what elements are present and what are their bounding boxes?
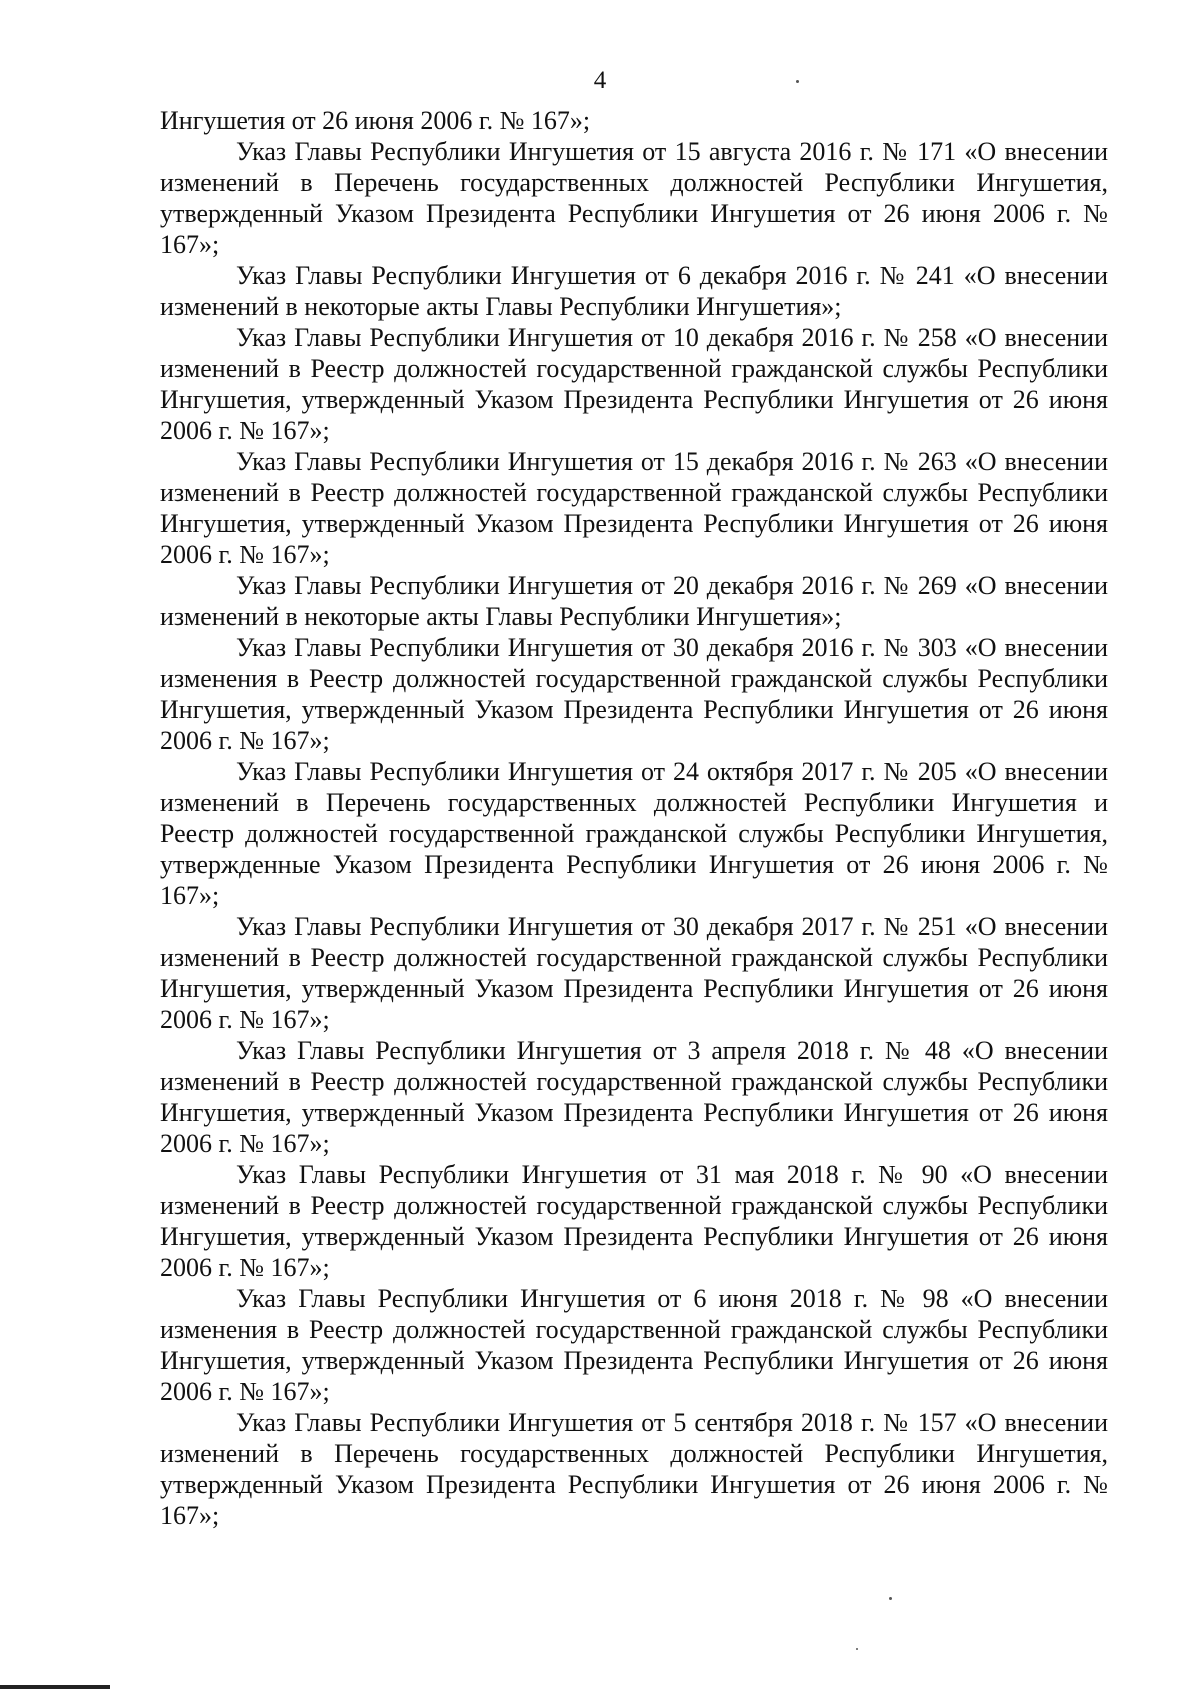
page-number: 4 bbox=[593, 67, 607, 94]
decree-paragraph: Указ Главы Республики Ингушетия от 30 декабря 2016 г. № 303 «О внесении изменения в Реестр должностей государственной гражданской службы Республики Ингушетия, утвержденный Указом Президента Республики Ингушетия от 26 июня 2006 г. № 167»; bbox=[160, 633, 1108, 755]
decree-paragraph: Указ Главы Республики Ингушетия от 5 сентября 2018 г. № 157 «О внесении изменений в Перечень государственных должностей Республики Ингушетия, утвержденный Указом Президента Республики Ингушетия от 26 июня 2006 г. № 167»; bbox=[160, 1408, 1108, 1530]
decree-paragraph: Указ Главы Республики Ингушетия от 3 апреля 2018 г. № 48 «О внесении изменений в Реестр должностей государственной гражданской службы Республики Ингушетия, утвержденный Указом Президента Республики Ингушетия от 26 июня 2006 г. № 167»; bbox=[160, 1036, 1108, 1158]
decree-paragraph: Указ Главы Республики Ингушетия от 30 декабря 2017 г. № 251 «О внесении изменений в Реестр должностей государственной гражданской службы Республики Ингушетия, утвержденный Указом Президента Республики Ингушетия от 26 июня 2006 г. № 167»; bbox=[160, 912, 1108, 1034]
paragraph-continuation: Ингушетия от 26 июня 2006 г. № 167»; bbox=[160, 106, 591, 135]
scan-speck bbox=[856, 1648, 858, 1650]
decree-paragraph: Указ Главы Республики Ингушетия от 15 декабря 2016 г. № 263 «О внесении изменений в Реестр должностей государственной гражданской службы Республики Ингушетия, утвержденный Указом Президента Республики Ингушетия от 26 июня 2006 г. № 167»; bbox=[160, 447, 1108, 569]
scan-speck bbox=[796, 80, 799, 83]
decree-paragraph: Указ Главы Республики Ингушетия от 20 декабря 2016 г. № 269 «О внесении изменений в некоторые акты Главы Республики Ингушетия»; bbox=[160, 571, 1108, 631]
scan-edge-mark bbox=[0, 1685, 110, 1689]
document-body bbox=[160, 105, 1108, 1531]
decree-paragraph: Указ Главы Республики Ингушетия от 6 декабря 2016 г. № 241 «О внесении изменений в некоторые акты Главы Республики Ингушетия»; bbox=[160, 261, 1108, 321]
decree-paragraph: Указ Главы Республики Ингушетия от 6 июня 2018 г. № 98 «О внесении изменения в Реестр должностей государственной гражданской службы Республики Ингушетия, утвержденный Указом Президента Республики Ингушетия от 26 июня 2006 г. № 167»; bbox=[160, 1284, 1108, 1406]
decree-paragraph: Указ Главы Республики Ингушетия от 10 декабря 2016 г. № 258 «О внесении изменений в Реестр должностей государственной гражданской службы Республики Ингушетия, утвержденный Указом Президента Республики Ингушетия от 26 июня 2006 г. № 167»; bbox=[160, 323, 1108, 445]
decree-paragraph: Указ Главы Республики Ингушетия от 15 августа 2016 г. № 171 «О внесении изменений в Перечень государственных должностей Республики Ингушетия, утвержденный Указом Президента Республики Ингушетия от 26 июня 2006 г. № 167»; bbox=[160, 137, 1108, 259]
scan-speck bbox=[889, 1597, 892, 1600]
decree-paragraph: Указ Главы Республики Ингушетия от 31 мая 2018 г. № 90 «О внесении изменений в Реестр должностей государственной гражданской службы Республики Ингушетия, утвержденный Указом Президента Республики Ингушетия от 26 июня 2006 г. № 167»; bbox=[160, 1160, 1108, 1282]
decree-paragraph: Указ Главы Республики Ингушетия от 24 октября 2017 г. № 205 «О внесении изменений в Перечень государственных должностей Республики Ингушетия и Реестр должностей государственной гражданской службы Республики Ингушетия, утвержденные Указом Президента Республики Ингушетия от 26 июня 2006 г. № 167»; bbox=[160, 757, 1108, 910]
